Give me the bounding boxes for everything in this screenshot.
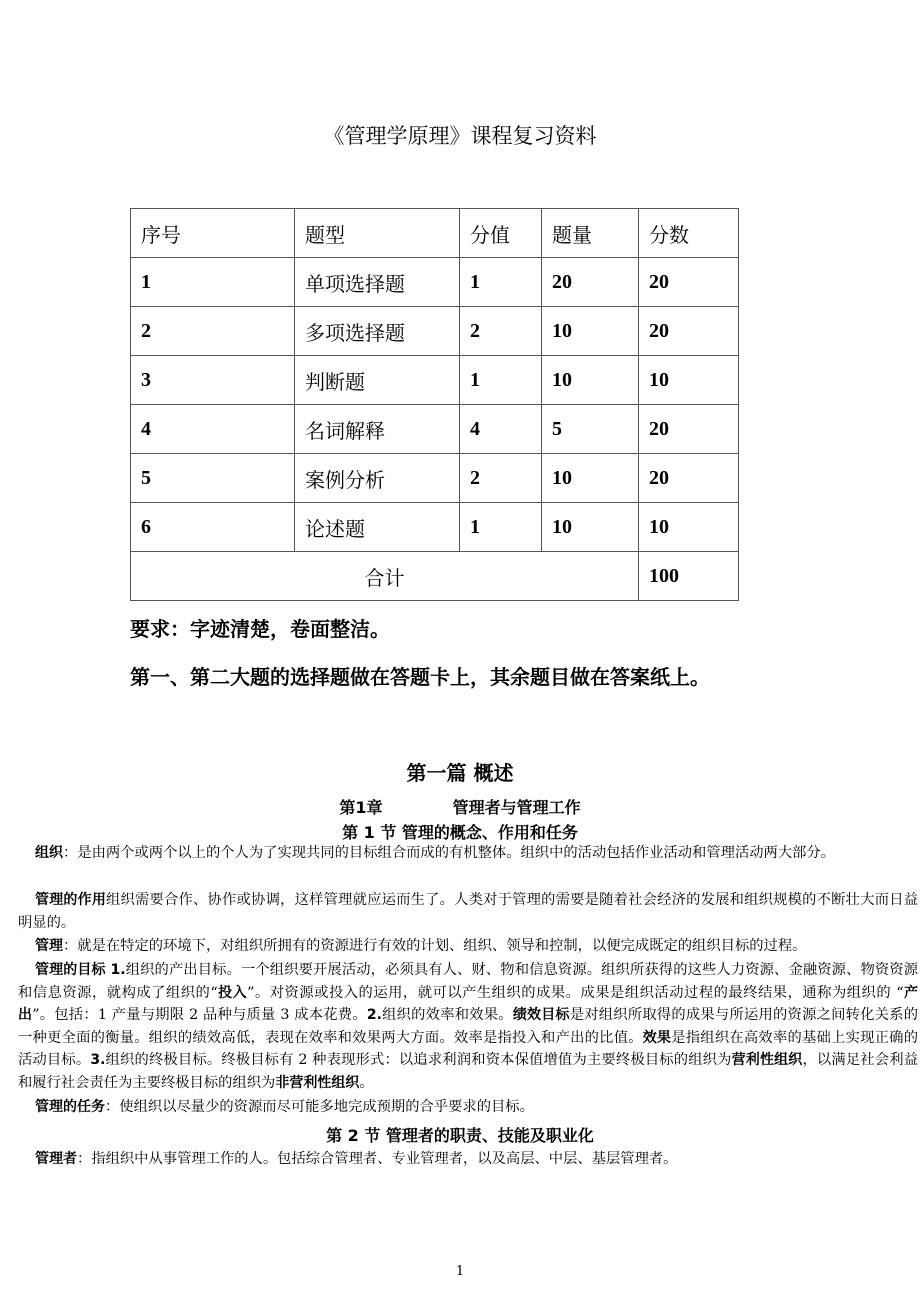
table-cell: 2 bbox=[460, 454, 542, 503]
total-value: 100 bbox=[639, 552, 739, 601]
table-cell: 3 bbox=[131, 356, 295, 405]
total-label: 合计 bbox=[131, 552, 639, 601]
part-title: 第一篇 概述 bbox=[406, 761, 514, 785]
term-management: 管理 bbox=[35, 938, 63, 954]
paragraph-text: 组织需要合作、协作或协调，这样管理就应运而生了。人类对于管理的需要是随着社会经济的发展和组织规模的不断壮大而日益明显的。 bbox=[18, 892, 918, 931]
table-cell: 1 bbox=[131, 258, 295, 307]
table-row bbox=[131, 258, 739, 307]
paragraph-organization bbox=[18, 842, 918, 865]
chapter-title: 管理者与管理工作 bbox=[452, 798, 581, 817]
table-cell: 10 bbox=[639, 356, 739, 405]
paragraph-text: ：就是在特定的环境下，对组织所拥有的资源进行有效的计划、组织、领导和控制，以便完成既定的组织目标的过程。 bbox=[63, 938, 807, 954]
goal-number-2: 2. bbox=[366, 1007, 382, 1023]
requirement-answer-sheet: 第一、第二大题的选择题做在答题卡上，其余题目做在答案纸上。 bbox=[130, 665, 710, 689]
table-cell: 10 bbox=[542, 356, 639, 405]
header-cell: 题量 bbox=[542, 209, 639, 258]
paragraph-management-role bbox=[18, 889, 918, 934]
table-row bbox=[131, 454, 739, 503]
table-cell: 2 bbox=[131, 307, 295, 356]
header-cell: 分数 bbox=[639, 209, 739, 258]
paragraph-text: 是对组织所取得的成果与所运用的资源之间转化关系的一种更全面的衡量。组织的绩效高低，表现在效率和效果两大方面。效率是指投入和产出的比值。 bbox=[18, 1007, 919, 1046]
paragraph-text: ：指组织中从事管理工作的人。包括综合管理者、专业管理者，以及高层、中层、基层管理者。 bbox=[77, 1151, 678, 1167]
section-heading-1: 第 1 节 管理的概念、作用和任务 bbox=[342, 823, 578, 842]
table-cell: 案例分析 bbox=[295, 454, 460, 503]
table-cell: 20 bbox=[639, 258, 739, 307]
paragraph-text: ，以满足社会利益和履行社会责任为主要终极目标的组织为 bbox=[18, 1052, 919, 1091]
header-cell: 题型 bbox=[295, 209, 460, 258]
table-cell: 单项选择题 bbox=[295, 258, 460, 307]
term-effectiveness: 效果 bbox=[642, 1029, 672, 1046]
table-cell: 10 bbox=[542, 307, 639, 356]
table-cell: 20 bbox=[639, 454, 739, 503]
term-manager: 管理者 bbox=[35, 1151, 77, 1167]
table-cell: 论述题 bbox=[295, 503, 460, 552]
table-cell: 4 bbox=[460, 405, 542, 454]
table-cell: 5 bbox=[131, 454, 295, 503]
table-cell: 10 bbox=[542, 454, 639, 503]
paragraph-management-goals bbox=[18, 959, 918, 1094]
table-total-row bbox=[131, 552, 739, 601]
term-output: 产出 bbox=[18, 984, 919, 1023]
table-cell: 5 bbox=[542, 405, 639, 454]
paragraph-text: 组织的产出目标。一个组织要开展活动，必须具有人、财、物和信息资源。组织所获得的这些人力资源、金融资源、物资资源和信息资源，就构成了组织的“ bbox=[18, 962, 919, 1001]
paragraph-text: ：是由两个或两个以上的个人为了实现共同的目标组合而成的有机整体。组织中的活动包括作业活动和管理活动两大部分。 bbox=[63, 845, 836, 861]
table-cell: 10 bbox=[542, 503, 639, 552]
table-cell: 6 bbox=[131, 503, 295, 552]
document-title: 《管理学原理》课程复习资料 bbox=[323, 124, 597, 148]
paragraph-text: 。 bbox=[359, 1074, 374, 1091]
paragraph-manager bbox=[18, 1148, 918, 1171]
table-cell: 名词解释 bbox=[295, 405, 460, 454]
paragraph-text: ”。对资源或投入的运用，就可以产生组织的成果。成果是组织活动过程的最终结果，通称为组织的 “ bbox=[247, 984, 904, 1001]
table-cell: 1 bbox=[460, 356, 542, 405]
table-cell: 2 bbox=[460, 307, 542, 356]
paragraph-management-task bbox=[18, 1096, 918, 1119]
section-heading-2: 第 2 节 管理者的职责、技能及职业化 bbox=[326, 1126, 594, 1145]
paragraph-text: 组织的效率和效果。 bbox=[381, 1007, 513, 1023]
table-cell: 20 bbox=[542, 258, 639, 307]
paragraph-text: 是指组织在高效率的基础上实现正确的活动目标。 bbox=[18, 1029, 919, 1068]
header-cell: 序号 bbox=[131, 209, 295, 258]
exam-structure-table bbox=[130, 208, 739, 601]
paragraph-management-definition bbox=[18, 935, 918, 958]
table-row bbox=[131, 356, 739, 405]
table-cell: 4 bbox=[131, 405, 295, 454]
table-header-row bbox=[131, 209, 739, 258]
term-for-profit: 营利性组织 bbox=[731, 1052, 803, 1068]
paragraph-text: 组织的终极目标。终极目标有 2 种表现形式：以追求利润和资本保值增值为主要终极目标的组织为 bbox=[105, 1052, 732, 1068]
term-performance-goal: 绩效目标 bbox=[512, 1007, 570, 1023]
table-cell: 多项选择题 bbox=[295, 307, 460, 356]
table-cell: 判断题 bbox=[295, 356, 460, 405]
table-cell: 20 bbox=[639, 307, 739, 356]
term-organization: 组织 bbox=[35, 845, 63, 861]
term-management-role: 管理的作用 bbox=[35, 892, 107, 908]
term-management-task: 管理的任务 bbox=[35, 1099, 105, 1115]
term-management-goals: 管理的目标 1. bbox=[35, 962, 126, 978]
requirement-neatness: 要求：字迹清楚，卷面整洁。 bbox=[130, 617, 390, 641]
goal-number-3: 3. bbox=[90, 1052, 106, 1068]
page-number: 1 bbox=[455, 1264, 465, 1279]
term-non-profit: 非营利性组织 bbox=[275, 1074, 360, 1091]
table-cell: 10 bbox=[639, 503, 739, 552]
table-row bbox=[131, 503, 739, 552]
header-cell: 分值 bbox=[460, 209, 542, 258]
chapter-number: 第1章 bbox=[339, 798, 383, 817]
paragraph-text: ”。包括：1 产量与期限 2 品种与质量 3 成本花费。 bbox=[32, 1007, 367, 1023]
table-cell: 1 bbox=[460, 503, 542, 552]
term-input: 投入 bbox=[217, 984, 248, 1001]
table-cell: 20 bbox=[639, 405, 739, 454]
paragraph-text: ：使组织以尽量少的资源而尽可能多地完成预期的合乎要求的目标。 bbox=[105, 1099, 534, 1115]
table-cell: 1 bbox=[460, 258, 542, 307]
table-row bbox=[131, 405, 739, 454]
table-row bbox=[131, 307, 739, 356]
chapter-heading bbox=[0, 795, 920, 818]
